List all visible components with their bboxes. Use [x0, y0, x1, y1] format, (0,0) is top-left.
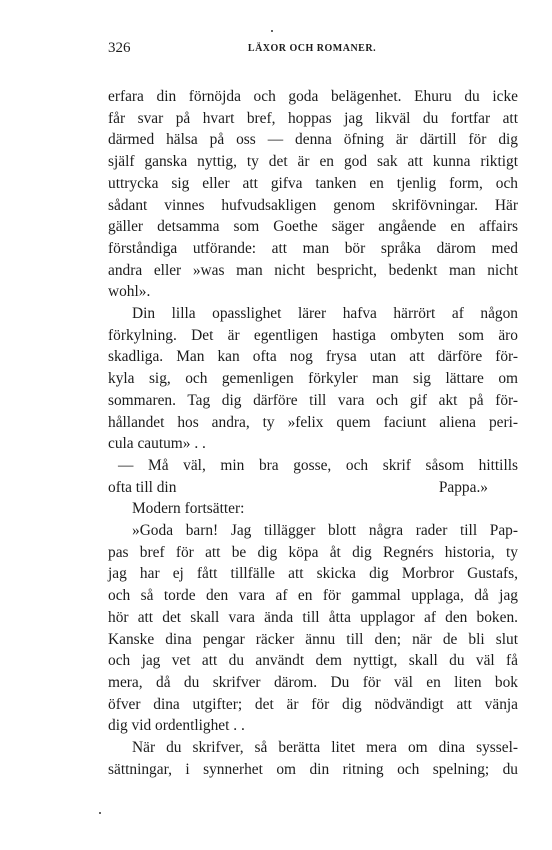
- text-line: förkylning. Det är egentligen hastiga ombyten som äro: [108, 326, 518, 344]
- text-line: Modern fortsätter:: [132, 500, 245, 518]
- text-line: hör att det skall vara ända till åtta upplagor af den boken.: [108, 608, 518, 626]
- text-line: cula cautum» . .: [108, 435, 206, 453]
- closing-text: ofta till din: [108, 478, 177, 496]
- signature-line: [108, 477, 518, 499]
- running-title: LÄXOR OCH ROMANER.: [247, 43, 377, 54]
- text-line: öfver dina utgifter; det är för dig nödvändigt att vänja: [108, 695, 518, 713]
- text-line: mera, då du skrifver därom. Du för väl en liten bok: [108, 673, 518, 691]
- paragraph-2: [108, 303, 518, 455]
- paragraph-6: [108, 737, 518, 780]
- text-line: själf ganska nyttig, ty det är en god sak att kunna riktigt: [108, 153, 518, 171]
- paragraph-4: [108, 498, 518, 520]
- text-line: får svar på hvart bref, hoppas jag likväl du fortfar att: [108, 109, 518, 127]
- print-speck: [271, 30, 273, 32]
- text-line: wohl».: [108, 283, 151, 301]
- text-line: förståndiga utförande: att man bör språka därom med: [108, 239, 518, 257]
- text-line: erfara din förnöjda och goda belägenhet. Ehuru du icke: [108, 88, 518, 105]
- text-line: När du skrifver, så berätta litet mera om dina syssel-: [132, 739, 518, 757]
- paragraph-1: [108, 86, 518, 303]
- text-line: och jag vet att du användt dem nyttigt, skall du väl få: [108, 652, 518, 670]
- text-line: pas bref för att be dig köpa åt dig Regnérs historia, ty: [108, 543, 518, 561]
- text-line: sommaren. Tag dig därföre till vara och gif akt på för-: [108, 391, 518, 409]
- paragraph-5: [108, 520, 518, 737]
- print-speck: [99, 812, 101, 814]
- text-line: därmed hälsa på oss — denna öfning är därtill för dig: [108, 131, 518, 149]
- page-header: [108, 40, 516, 62]
- text-line: uttrycka sig eller att gifva tanken en tjenlig form, och: [108, 174, 518, 192]
- text-line: och så torde den vara af en för gammal upplaga, då jag: [108, 587, 518, 605]
- text-line: gäller detsamma som Goethe säger angående en affairs: [108, 218, 518, 236]
- text-line: Din lilla opasslighet lärer hafva härrört af någon: [132, 305, 518, 323]
- text-line: skadliga. Man kan ofta nog frysa utan att därföre för-: [108, 348, 518, 366]
- page-number: 326: [108, 40, 131, 56]
- text-line: hållandet hos andra, ty »felix quem faciunt aliena peri-: [108, 413, 518, 431]
- text-line: kyla sig, och gemenligen förkyler man sig lättare om: [108, 370, 518, 388]
- signature: Pappa.»: [438, 478, 488, 496]
- text-line: sådant vinnes hufvudsakligen genom skrifövningar. Här: [108, 196, 518, 214]
- text-line: »Goda barn! Jag tillägger blott några rader till Pap-: [132, 522, 518, 540]
- page-body: [108, 86, 518, 781]
- text-line: sättningar, i synnerhet om din ritning och spelning; du: [108, 760, 518, 778]
- text-line: dig vid ordentlighet . .: [108, 717, 245, 735]
- text-line: — Må väl, min bra gosse, och skrif såsom hittills: [118, 456, 518, 474]
- text-line: Kanske dina pengar räcker ännu till den; när de bli slut: [108, 630, 518, 648]
- text-line: andra eller »was man nicht bespricht, bedenkt man nicht: [108, 261, 518, 279]
- paragraph-3: [108, 455, 518, 498]
- text-line: jag har ej fått tillfälle att skicka dig Morbror Gustafs,: [108, 565, 518, 583]
